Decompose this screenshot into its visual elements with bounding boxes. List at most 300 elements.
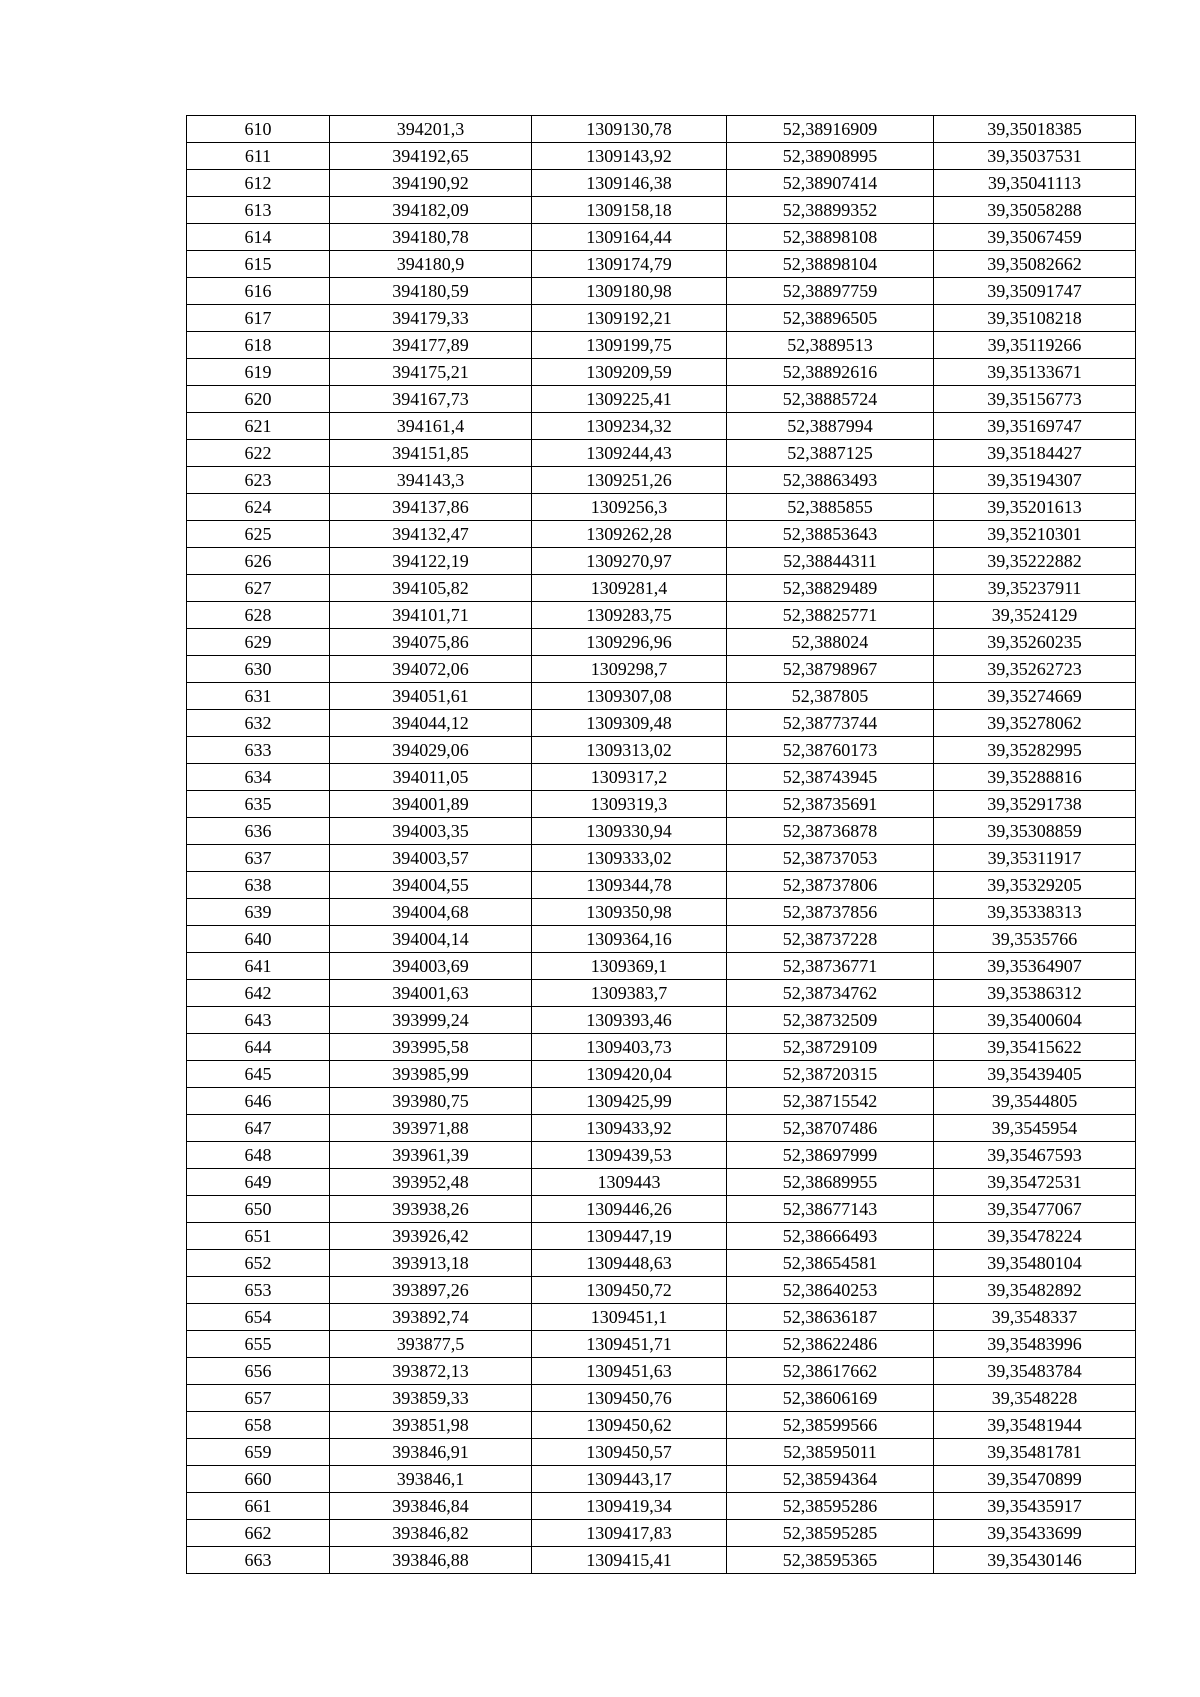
- point-number-cell: 633: [187, 737, 330, 764]
- y-coordinate-cell: 1309256,3: [532, 494, 727, 521]
- longitude-cell: 39,35091747: [934, 278, 1136, 305]
- longitude-cell: 39,35058288: [934, 197, 1136, 224]
- point-number-cell: 642: [187, 980, 330, 1007]
- point-number-cell: 619: [187, 359, 330, 386]
- point-number-cell: 613: [187, 197, 330, 224]
- latitude-cell: 52,38737856: [727, 899, 934, 926]
- x-coordinate-cell: 394177,89: [330, 332, 532, 359]
- latitude-cell: 52,38594364: [727, 1466, 934, 1493]
- table-row: [187, 1115, 1136, 1142]
- longitude-cell: 39,35481944: [934, 1412, 1136, 1439]
- y-coordinate-cell: 1309415,41: [532, 1547, 727, 1574]
- y-coordinate-cell: 1309296,96: [532, 629, 727, 656]
- x-coordinate-cell: 394180,78: [330, 224, 532, 251]
- longitude-cell: 39,35472531: [934, 1169, 1136, 1196]
- longitude-cell: 39,3548337: [934, 1304, 1136, 1331]
- x-coordinate-cell: 393846,91: [330, 1439, 532, 1466]
- x-coordinate-cell: 394151,85: [330, 440, 532, 467]
- y-coordinate-cell: 1309420,04: [532, 1061, 727, 1088]
- table-row: [187, 359, 1136, 386]
- longitude-cell: 39,3545954: [934, 1115, 1136, 1142]
- latitude-cell: 52,38736878: [727, 818, 934, 845]
- point-number-cell: 651: [187, 1223, 330, 1250]
- latitude-cell: 52,38715542: [727, 1088, 934, 1115]
- point-number-cell: 657: [187, 1385, 330, 1412]
- y-coordinate-cell: 1309369,1: [532, 953, 727, 980]
- x-coordinate-cell: 394001,89: [330, 791, 532, 818]
- point-number-cell: 628: [187, 602, 330, 629]
- y-coordinate-cell: 1309164,44: [532, 224, 727, 251]
- y-coordinate-cell: 1309317,2: [532, 764, 727, 791]
- point-number-cell: 656: [187, 1358, 330, 1385]
- y-coordinate-cell: 1309350,98: [532, 899, 727, 926]
- latitude-cell: 52,38666493: [727, 1223, 934, 1250]
- y-coordinate-cell: 1309180,98: [532, 278, 727, 305]
- longitude-cell: 39,35364907: [934, 953, 1136, 980]
- latitude-cell: 52,38908995: [727, 143, 934, 170]
- longitude-cell: 39,35329205: [934, 872, 1136, 899]
- x-coordinate-cell: 394003,69: [330, 953, 532, 980]
- coordinates-table: [186, 115, 1136, 1574]
- table-row: [187, 116, 1136, 143]
- y-coordinate-cell: 1309450,57: [532, 1439, 727, 1466]
- latitude-cell: 52,38707486: [727, 1115, 934, 1142]
- table-row: [187, 656, 1136, 683]
- y-coordinate-cell: 1309419,34: [532, 1493, 727, 1520]
- table-row: [187, 440, 1136, 467]
- y-coordinate-cell: 1309344,78: [532, 872, 727, 899]
- point-number-cell: 661: [187, 1493, 330, 1520]
- longitude-cell: 39,35133671: [934, 359, 1136, 386]
- latitude-cell: 52,38599566: [727, 1412, 934, 1439]
- point-number-cell: 640: [187, 926, 330, 953]
- y-coordinate-cell: 1309403,73: [532, 1034, 727, 1061]
- point-number-cell: 610: [187, 116, 330, 143]
- y-coordinate-cell: 1309451,71: [532, 1331, 727, 1358]
- latitude-cell: 52,38892616: [727, 359, 934, 386]
- x-coordinate-cell: 393892,74: [330, 1304, 532, 1331]
- point-number-cell: 635: [187, 791, 330, 818]
- longitude-cell: 39,35338313: [934, 899, 1136, 926]
- latitude-cell: 52,38737228: [727, 926, 934, 953]
- x-coordinate-cell: 394192,65: [330, 143, 532, 170]
- y-coordinate-cell: 1309244,43: [532, 440, 727, 467]
- y-coordinate-cell: 1309209,59: [532, 359, 727, 386]
- x-coordinate-cell: 393872,13: [330, 1358, 532, 1385]
- table-row: [187, 1547, 1136, 1574]
- latitude-cell: 52,38636187: [727, 1304, 934, 1331]
- table-row: [187, 548, 1136, 575]
- longitude-cell: 39,35082662: [934, 251, 1136, 278]
- x-coordinate-cell: 394132,47: [330, 521, 532, 548]
- longitude-cell: 39,35291738: [934, 791, 1136, 818]
- table-row: [187, 899, 1136, 926]
- longitude-cell: 39,35311917: [934, 845, 1136, 872]
- table-row: [187, 1493, 1136, 1520]
- table-row: [187, 521, 1136, 548]
- point-number-cell: 639: [187, 899, 330, 926]
- longitude-cell: 39,35415622: [934, 1034, 1136, 1061]
- table-row: [187, 1169, 1136, 1196]
- latitude-cell: 52,38720315: [727, 1061, 934, 1088]
- longitude-cell: 39,35481781: [934, 1439, 1136, 1466]
- x-coordinate-cell: 393961,39: [330, 1142, 532, 1169]
- latitude-cell: 52,38897759: [727, 278, 934, 305]
- longitude-cell: 39,3535766: [934, 926, 1136, 953]
- point-number-cell: 630: [187, 656, 330, 683]
- x-coordinate-cell: 394182,09: [330, 197, 532, 224]
- x-coordinate-cell: 393859,33: [330, 1385, 532, 1412]
- table-row: [187, 710, 1136, 737]
- x-coordinate-cell: 394001,63: [330, 980, 532, 1007]
- longitude-cell: 39,35467593: [934, 1142, 1136, 1169]
- table-row: [187, 413, 1136, 440]
- longitude-cell: 39,35041113: [934, 170, 1136, 197]
- longitude-cell: 39,35222882: [934, 548, 1136, 575]
- x-coordinate-cell: 394179,33: [330, 305, 532, 332]
- y-coordinate-cell: 1309364,16: [532, 926, 727, 953]
- longitude-cell: 39,35108218: [934, 305, 1136, 332]
- latitude-cell: 52,38896505: [727, 305, 934, 332]
- point-number-cell: 620: [187, 386, 330, 413]
- point-number-cell: 654: [187, 1304, 330, 1331]
- table-row: [187, 467, 1136, 494]
- x-coordinate-cell: 394190,92: [330, 170, 532, 197]
- latitude-cell: 52,38729109: [727, 1034, 934, 1061]
- point-number-cell: 618: [187, 332, 330, 359]
- y-coordinate-cell: 1309383,7: [532, 980, 727, 1007]
- x-coordinate-cell: 394044,12: [330, 710, 532, 737]
- table-row: [187, 1304, 1136, 1331]
- point-number-cell: 624: [187, 494, 330, 521]
- longitude-cell: 39,35169747: [934, 413, 1136, 440]
- y-coordinate-cell: 1309393,46: [532, 1007, 727, 1034]
- table-row: [187, 1088, 1136, 1115]
- point-number-cell: 646: [187, 1088, 330, 1115]
- table-row: [187, 386, 1136, 413]
- x-coordinate-cell: 394051,61: [330, 683, 532, 710]
- table-row: [187, 845, 1136, 872]
- longitude-cell: 39,35400604: [934, 1007, 1136, 1034]
- x-coordinate-cell: 393999,24: [330, 1007, 532, 1034]
- x-coordinate-cell: 393995,58: [330, 1034, 532, 1061]
- table-row: [187, 818, 1136, 845]
- latitude-cell: 52,3887125: [727, 440, 934, 467]
- x-coordinate-cell: 394072,06: [330, 656, 532, 683]
- latitude-cell: 52,38899352: [727, 197, 934, 224]
- point-number-cell: 623: [187, 467, 330, 494]
- longitude-cell: 39,35430146: [934, 1547, 1136, 1574]
- longitude-cell: 39,35067459: [934, 224, 1136, 251]
- point-number-cell: 663: [187, 1547, 330, 1574]
- longitude-cell: 39,35470899: [934, 1466, 1136, 1493]
- table-row: [187, 1466, 1136, 1493]
- x-coordinate-cell: 394101,71: [330, 602, 532, 629]
- table-row: [187, 224, 1136, 251]
- point-number-cell: 621: [187, 413, 330, 440]
- table-row: [187, 575, 1136, 602]
- latitude-cell: 52,38654581: [727, 1250, 934, 1277]
- latitude-cell: 52,38916909: [727, 116, 934, 143]
- longitude-cell: 39,35119266: [934, 332, 1136, 359]
- latitude-cell: 52,3887994: [727, 413, 934, 440]
- x-coordinate-cell: 394105,82: [330, 575, 532, 602]
- point-number-cell: 629: [187, 629, 330, 656]
- point-number-cell: 638: [187, 872, 330, 899]
- point-number-cell: 650: [187, 1196, 330, 1223]
- y-coordinate-cell: 1309451,63: [532, 1358, 727, 1385]
- longitude-cell: 39,35386312: [934, 980, 1136, 1007]
- table-row: [187, 926, 1136, 953]
- longitude-cell: 39,35037531: [934, 143, 1136, 170]
- y-coordinate-cell: 1309130,78: [532, 116, 727, 143]
- longitude-cell: 39,3548228: [934, 1385, 1136, 1412]
- table-row: [187, 953, 1136, 980]
- y-coordinate-cell: 1309234,32: [532, 413, 727, 440]
- table-row: [187, 1385, 1136, 1412]
- longitude-cell: 39,35478224: [934, 1223, 1136, 1250]
- table-row: [187, 251, 1136, 278]
- longitude-cell: 39,35262723: [934, 656, 1136, 683]
- x-coordinate-cell: 393897,26: [330, 1277, 532, 1304]
- latitude-cell: 52,38595011: [727, 1439, 934, 1466]
- latitude-cell: 52,38640253: [727, 1277, 934, 1304]
- point-number-cell: 637: [187, 845, 330, 872]
- table-row: [187, 170, 1136, 197]
- table-row: [187, 1142, 1136, 1169]
- point-number-cell: 631: [187, 683, 330, 710]
- point-number-cell: 659: [187, 1439, 330, 1466]
- table-row: [187, 1034, 1136, 1061]
- point-number-cell: 611: [187, 143, 330, 170]
- longitude-cell: 39,35260235: [934, 629, 1136, 656]
- x-coordinate-cell: 394137,86: [330, 494, 532, 521]
- x-coordinate-cell: 393926,42: [330, 1223, 532, 1250]
- x-coordinate-cell: 394201,3: [330, 116, 532, 143]
- table-row: [187, 1196, 1136, 1223]
- x-coordinate-cell: 393913,18: [330, 1250, 532, 1277]
- point-number-cell: 627: [187, 575, 330, 602]
- table-row: [187, 1061, 1136, 1088]
- table-row: [187, 683, 1136, 710]
- latitude-cell: 52,38737053: [727, 845, 934, 872]
- x-coordinate-cell: 393980,75: [330, 1088, 532, 1115]
- y-coordinate-cell: 1309417,83: [532, 1520, 727, 1547]
- table-row: [187, 278, 1136, 305]
- latitude-cell: 52,38617662: [727, 1358, 934, 1385]
- y-coordinate-cell: 1309270,97: [532, 548, 727, 575]
- table-row: [187, 332, 1136, 359]
- point-number-cell: 648: [187, 1142, 330, 1169]
- point-number-cell: 644: [187, 1034, 330, 1061]
- longitude-cell: 39,3524129: [934, 602, 1136, 629]
- y-coordinate-cell: 1309433,92: [532, 1115, 727, 1142]
- longitude-cell: 39,35483996: [934, 1331, 1136, 1358]
- latitude-cell: 52,38736771: [727, 953, 934, 980]
- x-coordinate-cell: 394180,9: [330, 251, 532, 278]
- point-number-cell: 643: [187, 1007, 330, 1034]
- latitude-cell: 52,38907414: [727, 170, 934, 197]
- x-coordinate-cell: 394122,19: [330, 548, 532, 575]
- y-coordinate-cell: 1309283,75: [532, 602, 727, 629]
- latitude-cell: 52,38853643: [727, 521, 934, 548]
- latitude-cell: 52,38735691: [727, 791, 934, 818]
- point-number-cell: 649: [187, 1169, 330, 1196]
- y-coordinate-cell: 1309439,53: [532, 1142, 727, 1169]
- x-coordinate-cell: 393851,98: [330, 1412, 532, 1439]
- x-coordinate-cell: 394167,73: [330, 386, 532, 413]
- longitude-cell: 39,35210301: [934, 521, 1136, 548]
- longitude-cell: 39,35278062: [934, 710, 1136, 737]
- y-coordinate-cell: 1309158,18: [532, 197, 727, 224]
- point-number-cell: 660: [187, 1466, 330, 1493]
- y-coordinate-cell: 1309330,94: [532, 818, 727, 845]
- x-coordinate-cell: 394004,55: [330, 872, 532, 899]
- y-coordinate-cell: 1309450,72: [532, 1277, 727, 1304]
- latitude-cell: 52,38595365: [727, 1547, 934, 1574]
- table-row: [187, 1007, 1136, 1034]
- latitude-cell: 52,38898108: [727, 224, 934, 251]
- longitude-cell: 39,35308859: [934, 818, 1136, 845]
- longitude-cell: 39,35435917: [934, 1493, 1136, 1520]
- table-row: [187, 629, 1136, 656]
- latitude-cell: 52,38677143: [727, 1196, 934, 1223]
- point-number-cell: 626: [187, 548, 330, 575]
- x-coordinate-cell: 393846,1: [330, 1466, 532, 1493]
- y-coordinate-cell: 1309425,99: [532, 1088, 727, 1115]
- latitude-cell: 52,3889513: [727, 332, 934, 359]
- table-row: [187, 1331, 1136, 1358]
- y-coordinate-cell: 1309143,92: [532, 143, 727, 170]
- latitude-cell: 52,38622486: [727, 1331, 934, 1358]
- latitude-cell: 52,38760173: [727, 737, 934, 764]
- latitude-cell: 52,38734762: [727, 980, 934, 1007]
- table-row: [187, 1223, 1136, 1250]
- point-number-cell: 652: [187, 1250, 330, 1277]
- table-row: [187, 872, 1136, 899]
- point-number-cell: 662: [187, 1520, 330, 1547]
- x-coordinate-cell: 393846,88: [330, 1547, 532, 1574]
- y-coordinate-cell: 1309225,41: [532, 386, 727, 413]
- latitude-cell: 52,388024: [727, 629, 934, 656]
- x-coordinate-cell: 393952,48: [330, 1169, 532, 1196]
- latitude-cell: 52,38829489: [727, 575, 934, 602]
- longitude-cell: 39,35439405: [934, 1061, 1136, 1088]
- y-coordinate-cell: 1309448,63: [532, 1250, 727, 1277]
- longitude-cell: 39,35482892: [934, 1277, 1136, 1304]
- x-coordinate-cell: 394003,35: [330, 818, 532, 845]
- point-number-cell: 655: [187, 1331, 330, 1358]
- latitude-cell: 52,38825771: [727, 602, 934, 629]
- x-coordinate-cell: 393985,99: [330, 1061, 532, 1088]
- table-row: [187, 791, 1136, 818]
- x-coordinate-cell: 393877,5: [330, 1331, 532, 1358]
- point-number-cell: 632: [187, 710, 330, 737]
- latitude-cell: 52,387805: [727, 683, 934, 710]
- latitude-cell: 52,38885724: [727, 386, 934, 413]
- latitude-cell: 52,38697999: [727, 1142, 934, 1169]
- y-coordinate-cell: 1309447,19: [532, 1223, 727, 1250]
- x-coordinate-cell: 393938,26: [330, 1196, 532, 1223]
- point-number-cell: 636: [187, 818, 330, 845]
- table-row: [187, 737, 1136, 764]
- point-number-cell: 625: [187, 521, 330, 548]
- point-number-cell: 645: [187, 1061, 330, 1088]
- latitude-cell: 52,38732509: [727, 1007, 934, 1034]
- latitude-cell: 52,38737806: [727, 872, 934, 899]
- x-coordinate-cell: 394143,3: [330, 467, 532, 494]
- longitude-cell: 39,35477067: [934, 1196, 1136, 1223]
- point-number-cell: 634: [187, 764, 330, 791]
- x-coordinate-cell: 394075,86: [330, 629, 532, 656]
- x-coordinate-cell: 394011,05: [330, 764, 532, 791]
- y-coordinate-cell: 1309319,3: [532, 791, 727, 818]
- point-number-cell: 612: [187, 170, 330, 197]
- table-row: [187, 1358, 1136, 1385]
- x-coordinate-cell: 394003,57: [330, 845, 532, 872]
- latitude-cell: 52,38606169: [727, 1385, 934, 1412]
- latitude-cell: 52,38595285: [727, 1520, 934, 1547]
- y-coordinate-cell: 1309192,21: [532, 305, 727, 332]
- table-row: [187, 1277, 1136, 1304]
- latitude-cell: 52,3885855: [727, 494, 934, 521]
- x-coordinate-cell: 393846,84: [330, 1493, 532, 1520]
- x-coordinate-cell: 393846,82: [330, 1520, 532, 1547]
- point-number-cell: 647: [187, 1115, 330, 1142]
- point-number-cell: 617: [187, 305, 330, 332]
- y-coordinate-cell: 1309146,38: [532, 170, 727, 197]
- longitude-cell: 39,35194307: [934, 467, 1136, 494]
- latitude-cell: 52,38844311: [727, 548, 934, 575]
- table-row: [187, 1412, 1136, 1439]
- y-coordinate-cell: 1309451,1: [532, 1304, 727, 1331]
- y-coordinate-cell: 1309333,02: [532, 845, 727, 872]
- table-row: [187, 764, 1136, 791]
- point-number-cell: 658: [187, 1412, 330, 1439]
- x-coordinate-cell: 394029,06: [330, 737, 532, 764]
- y-coordinate-cell: 1309281,4: [532, 575, 727, 602]
- y-coordinate-cell: 1309309,48: [532, 710, 727, 737]
- y-coordinate-cell: 1309443: [532, 1169, 727, 1196]
- longitude-cell: 39,35483784: [934, 1358, 1136, 1385]
- longitude-cell: 39,35433699: [934, 1520, 1136, 1547]
- coordinates-table-body: [187, 116, 1136, 1574]
- longitude-cell: 39,35480104: [934, 1250, 1136, 1277]
- x-coordinate-cell: 394175,21: [330, 359, 532, 386]
- x-coordinate-cell: 394004,14: [330, 926, 532, 953]
- longitude-cell: 39,35282995: [934, 737, 1136, 764]
- longitude-cell: 39,35274669: [934, 683, 1136, 710]
- y-coordinate-cell: 1309307,08: [532, 683, 727, 710]
- y-coordinate-cell: 1309262,28: [532, 521, 727, 548]
- x-coordinate-cell: 394180,59: [330, 278, 532, 305]
- table-row: [187, 143, 1136, 170]
- point-number-cell: 614: [187, 224, 330, 251]
- table-row: [187, 305, 1136, 332]
- longitude-cell: 39,35184427: [934, 440, 1136, 467]
- table-row: [187, 494, 1136, 521]
- latitude-cell: 52,38743945: [727, 764, 934, 791]
- y-coordinate-cell: 1309450,76: [532, 1385, 727, 1412]
- y-coordinate-cell: 1309251,26: [532, 467, 727, 494]
- longitude-cell: 39,35156773: [934, 386, 1136, 413]
- table-row: [187, 1250, 1136, 1277]
- y-coordinate-cell: 1309298,7: [532, 656, 727, 683]
- longitude-cell: 39,35018385: [934, 116, 1136, 143]
- table-row: [187, 1439, 1136, 1466]
- latitude-cell: 52,38798967: [727, 656, 934, 683]
- table-row: [187, 1520, 1136, 1547]
